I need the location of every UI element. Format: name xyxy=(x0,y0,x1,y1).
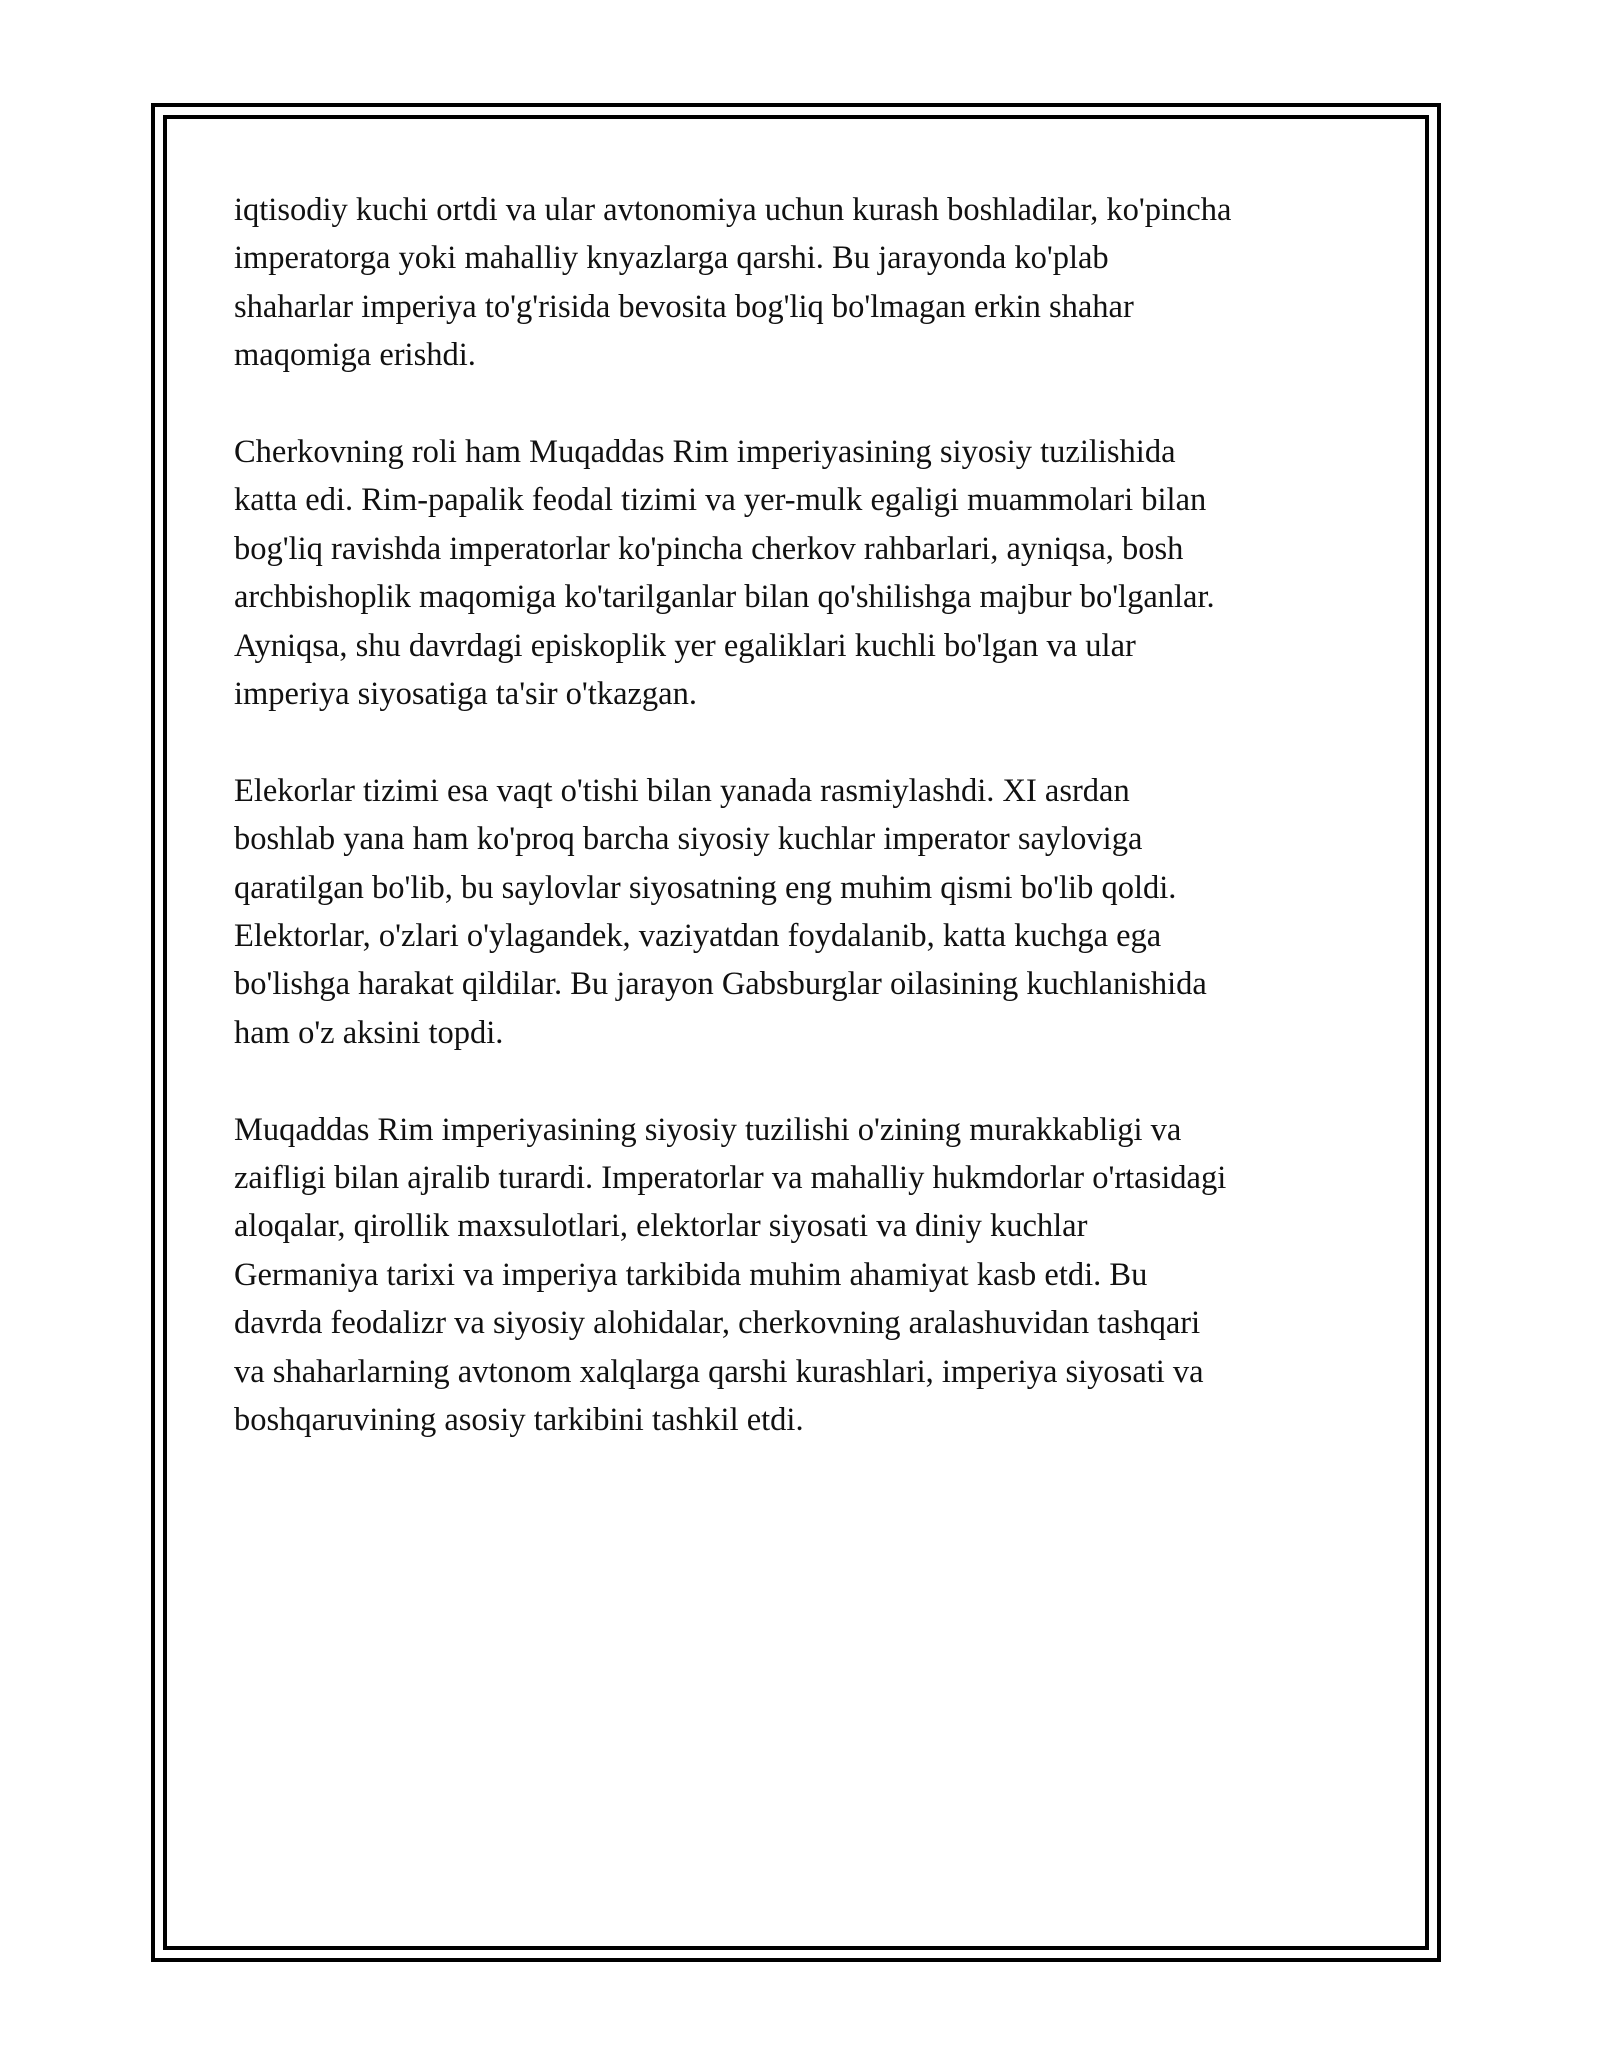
paragraph-2: Cherkovning roli ham Muqaddas Rim imperiyasining siyosiy tuzilishida katta edi. Rim-papalik feodal tizimi va yer-mulk egaligi muammolari bilan bog'liq ravishda imperatorlar ko'pincha cherkov rahbarlari, ayniqsa, bosh archbishoplik maqomiga ko'tarilganlar bilan qo'shilishga majbur bo'lganlar. Ayniqsa, shu davrdagi episkoplik yer egaliklari kuchli bo'lgan va ular imperiya siyosatiga ta'sir o'tkazgan. xyxy=(234,434,1215,713)
paragraph-3: Elekorlar tizimi esa vaqt o'tishi bilan yanada rasmiylashdi. XI asrdan boshlab yana ham ko'proq barcha siyosiy kuchlar imperator sayloviga qaratilgan bo'lib, bu saylovlar siyosatning eng muhim qismi bo'lib qoldi. Elektorlar, o'zlari o'ylagandek, vaziyatdan foydalanib, katta kuchga ega bo'lishga harakat qildilar. Bu jarayon Gabsburglar oilasining kuchlanishida ham o'z aksini topdi. xyxy=(234,772,1207,1051)
paragraph-4: Muqaddas Rim imperiyasining siyosiy tuzilishi o'zining murakkabligi va zaifligi bilan ajralib turardi. Imperatorlar va mahalliy hukmdorlar o'rtasidagi aloqalar, qirollik maxsulotlari, elektorlar siyosati va diniy kuchlar Germaniya tarixi va imperiya tarkibida muhim ahamiyat kasb etdi. Bu davrda feodalizr va siyosiy alohidalar, cherkovning aralashuvidan tashqari va shaharlarning avtonom xalqlarga qarshi kurashlari, imperiya siyosati va boshqaruvining asosiy tarkibini tashkil etdi. xyxy=(234,1111,1227,1439)
paragraph-1: iqtisodiy kuchi ortdi va ular avtonomiya uchun kurash boshladilar, ko'pincha imperatorga yoki mahalliy knyazlarga qarshi. Bu jarayonda ko'plab shaharlar imperiya to'g'risida bevosita bog'liq bo'lmagan erkin shahar maqomiga erishdi. xyxy=(234,192,1232,374)
document-body xyxy=(234,186,1374,1493)
